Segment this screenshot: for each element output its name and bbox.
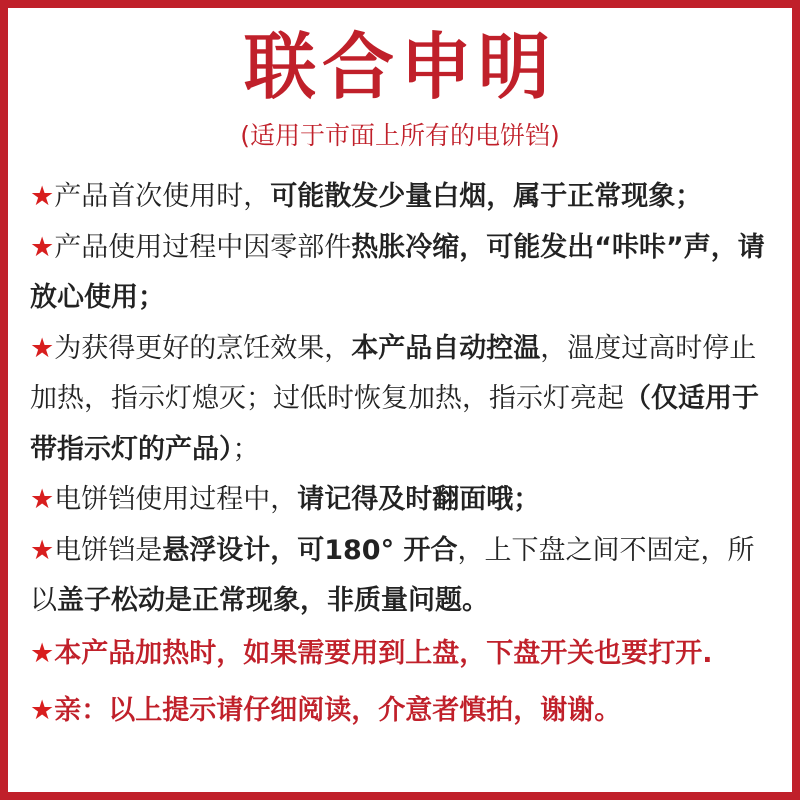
notice-text: 电饼铛使用过程中， [54,484,298,515]
notice-text: ，上下盘之间不固定，所以 [30,534,755,616]
notice-emphasis: 本产品自动控温 [351,332,541,364]
star-icon: ★ [30,231,55,263]
notice-text: 本产品加热时，如果需要用到上盘，下盘开关也要打开. [54,637,713,669]
notice-text: 电饼铛是 [54,534,163,566]
notice-item-upper-plate [30,629,780,680]
notice-emphasis: 悬浮设计，可180° 开合 [162,534,458,566]
star-icon: ★ [30,181,55,212]
notice-item-flip [30,475,780,526]
notice-item-thermal-noise [30,223,780,324]
notice-text: 亲：以上提示请仔细阅读，介意者慎拍，谢谢。 [54,695,622,726]
page-title: 联合申明 [243,25,556,109]
notice-text: 产品使用过程中因零部件 [54,231,352,263]
notice-text: ； [232,433,260,465]
notice-emphasis: 热胀冷缩，可能发出“咔咔”声，请放心使用； [30,231,765,313]
notice-item-first-use [30,172,780,223]
star-icon: ★ [30,695,55,726]
page-subtitle: (适用于市面上所有的电饼铛) [240,121,560,150]
notice-text: ，温度过高时停止加热，指示灯熄灭；过低时恢复加热，指示灯亮起 [30,332,757,414]
notice-emphasis: 请记得及时翻面哦； [297,484,541,515]
notice-emphasis: （仅适用于带指示灯的产品） [30,383,759,465]
star-icon: ★ [30,637,55,669]
notice-item-temperature-control [30,324,780,476]
notice-text: 产品首次使用时， [54,181,271,212]
notice-item-closing [30,686,780,737]
notice-item-floating-design [30,526,780,627]
notice-text: ； [675,181,703,212]
star-icon: ★ [30,534,55,566]
notice-list [30,172,780,737]
star-icon: ★ [30,484,55,515]
star-icon: ★ [30,332,55,364]
notice-text: 为获得更好的烹饪效果， [54,332,352,364]
notice-emphasis: 可能散发少量白烟，属于正常现象 [270,181,676,212]
notice-emphasis: 盖子松动是正常现象，非质量问题。 [57,585,489,616]
